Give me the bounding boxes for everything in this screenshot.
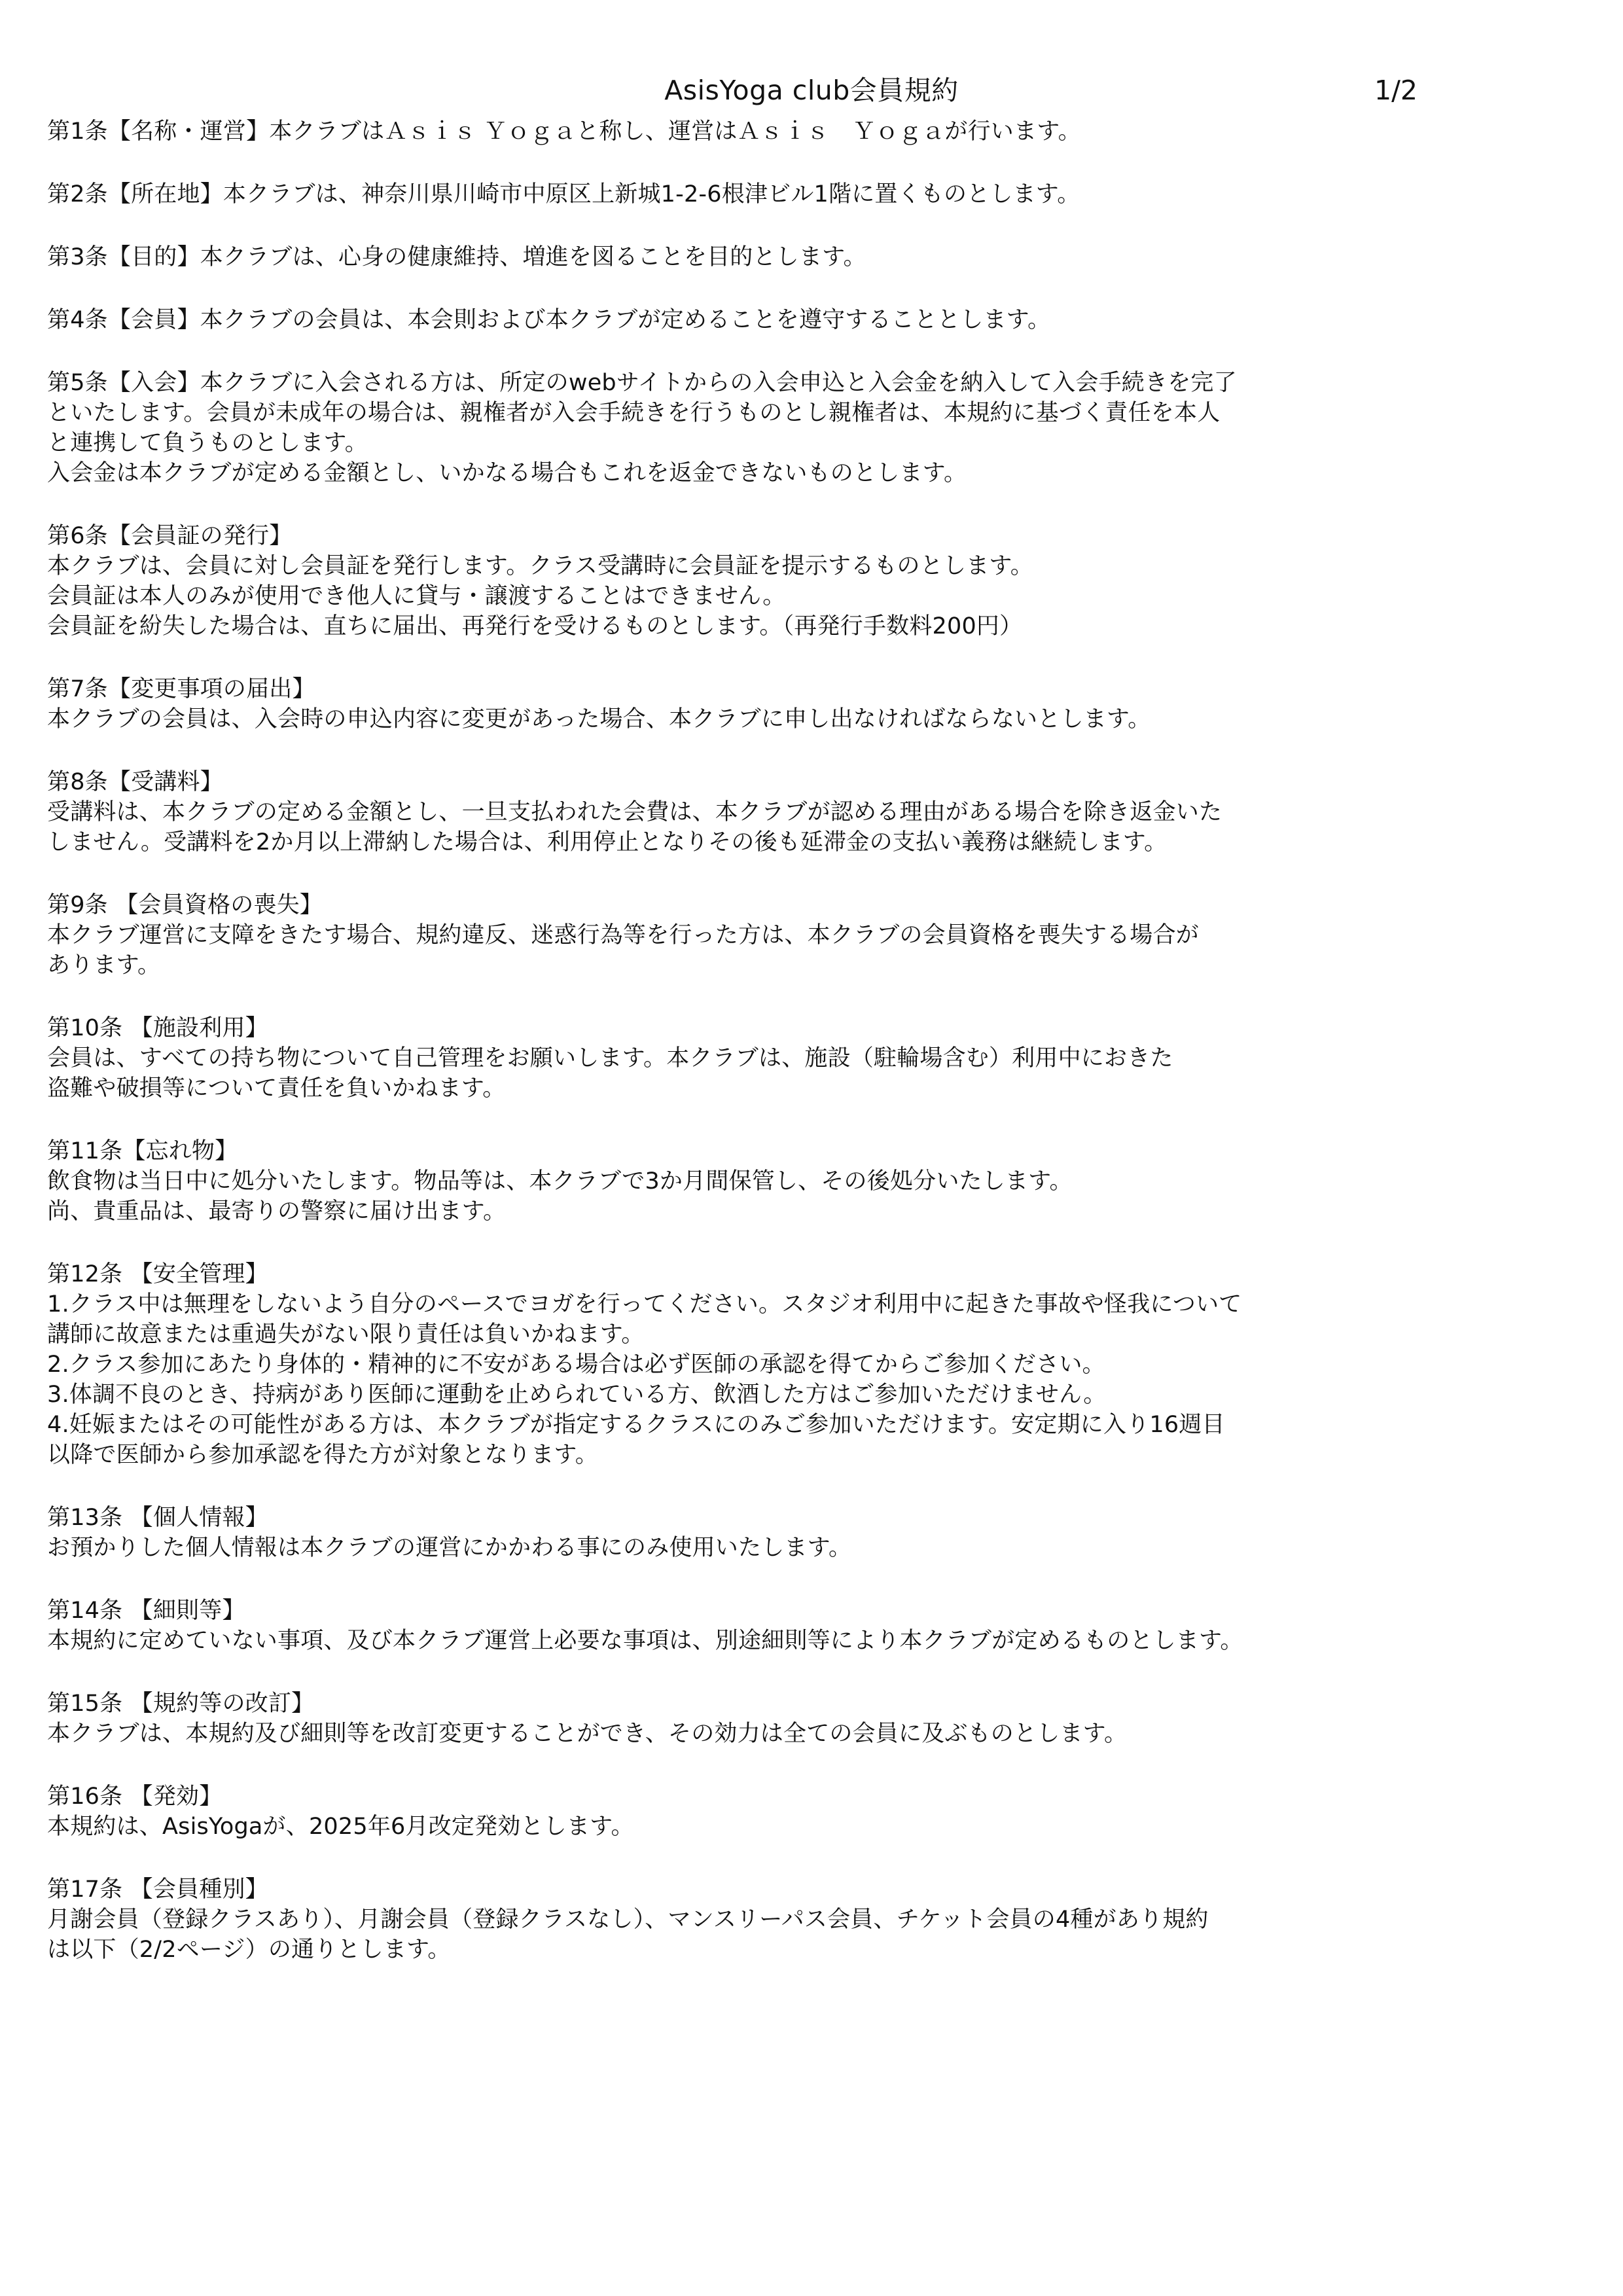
- article-1: [47, 117, 1474, 147]
- article-heading-line: 第16条 【発効】: [47, 1784, 223, 1810]
- document-header: [0, 71, 1623, 110]
- article-5: [47, 368, 1474, 488]
- article-7: [47, 674, 1474, 734]
- article-heading-line: 第8条【受講料】: [47, 769, 223, 795]
- article-heading-line: 第13条 【個人情報】: [47, 1505, 268, 1531]
- article-13: [47, 1503, 1474, 1563]
- article-3: [47, 242, 1474, 272]
- page-number: 1/2: [1374, 75, 1418, 106]
- article-text-line: 本クラブは、本規約及び細則等を改訂変更することができ、その効力は全ての会員に及ぶものとします。: [47, 1721, 1128, 1747]
- article-15: [47, 1689, 1474, 1749]
- article-heading-line: 第5条【入会】本クラブに入会される方は、所定のwebサイトからの入会申込と入会金を納入して入会手続きを完了: [47, 370, 1237, 396]
- article-text-line: 2.クラス参加にあたり身体的・精神的に不安がある場合は必ず医師の承認を得てからご参加ください。: [47, 1352, 1105, 1378]
- article-text-line: お預かりした個人情報は本クラブの運営にかかわる事にのみ使用いたします。: [47, 1535, 852, 1561]
- article-10: [47, 1013, 1474, 1103]
- articles-body: [47, 117, 1474, 1998]
- document-title: AsisYoga club会員規約: [664, 75, 959, 106]
- article-heading-line: 第2条【所在地】本クラブは、神奈川県川崎市中原区上新城1-2-6根津ビル1階に置くものとします。: [47, 181, 1080, 207]
- article-text-line: 1.クラス中は無理をしないよう自分のペースでヨガを行ってください。スタジオ利用中に起きた事故や怪我について: [47, 1291, 1242, 1318]
- article-heading-line: 第10条 【施設利用】: [47, 1015, 268, 1041]
- article-6: [47, 521, 1474, 641]
- article-text-line: 飲食物は当日中に処分いたします。物品等は、本クラブで3か月間保管し、その後処分いたします。: [47, 1168, 1073, 1194]
- article-text-line: 会員証を紛失した場合は、直ちに届出、再発行を受けるものとします。（再発行手数料200円）: [47, 613, 1023, 639]
- article-text-line: といたします。会員が未成年の場合は、親権者が入会手続きを行うものとし親権者は、本規約に基づく責任を本人: [47, 400, 1221, 426]
- article-heading-line: 第3条【目的】本クラブは、心身の健康維持、増進を図ることを目的とします。: [47, 244, 866, 270]
- article-heading-line: 第6条【会員証の発行】: [47, 523, 293, 549]
- article-heading-line: 第11条【忘れ物】: [47, 1138, 238, 1164]
- article-17: [47, 1874, 1474, 1965]
- article-text-line: 尚、貴重品は、最寄りの警察に届け出ます。: [47, 1198, 507, 1225]
- article-16: [47, 1782, 1474, 1842]
- article-text-line: 3.体調不良のとき、持病があり医師に運動を止められている方、飲酒した方はご参加いただけません。: [47, 1382, 1107, 1408]
- article-text-line: 講師に故意または重過失がない限り責任は負いかねます。: [47, 1321, 645, 1348]
- article-text-line: 受講料は、本クラブの定める金額とし、一旦支払われた会費は、本クラブが認める理由がある場合を除き返金いた: [47, 799, 1222, 825]
- article-8: [47, 767, 1474, 857]
- article-text-line: 会員は、すべての持ち物について自己管理をお願いします。本クラブは、施設（駐輪場含む）利用中におきた: [47, 1045, 1173, 1071]
- article-text-line: と連携して負うものとします。: [47, 430, 368, 456]
- article-text-line: 本クラブの会員は、入会時の申込内容に変更があった場合、本クラブに申し出なければならないとします。: [47, 706, 1151, 732]
- article-heading-line: 第14条 【細則等】: [47, 1598, 245, 1624]
- article-heading-line: 第17条 【会員種別】: [47, 1876, 268, 1903]
- article-text-line: 本クラブ運営に支障をきたす場合、規約違反、迷惑行為等を行った方は、本クラブの会員資格を喪失する場合が: [47, 922, 1200, 948]
- article-text-line: 会員証は本人のみが使用でき他人に貸与・譲渡することはできません。: [47, 583, 786, 609]
- article-text-line: 本クラブは、会員に対し会員証を発行します。クラス受講時に会員証を提示するものとします。: [47, 553, 1033, 579]
- article-text-line: 入会金は本クラブが定める金額とし、いかなる場合もこれを返金できないものとします。: [47, 460, 967, 486]
- article-heading-line: 第9条 【会員資格の喪失】: [47, 892, 323, 918]
- article-text-line: 本規約に定めていない事項、及び本クラブ運営上必要な事項は、別途細則等により本クラブが定めるものとします。: [47, 1628, 1243, 1654]
- article-14: [47, 1596, 1474, 1656]
- article-11: [47, 1136, 1474, 1227]
- article-heading-line: 第15条 【規約等の改訂】: [47, 1691, 315, 1717]
- article-text-line: 4.妊娠またはその可能性がある方は、本クラブが指定するクラスにのみご参加いただけます。安定期に入り16週目: [47, 1412, 1225, 1438]
- article-text-line: は以下（2/2ページ）の通りとします。: [47, 1937, 451, 1963]
- article-text-line: 盗難や破損等について責任を負いかねます。: [47, 1075, 506, 1102]
- article-text-line: しません。受講料を2か月以上滞納した場合は、利用停止となりその後も延滞金の支払い義務は継続します。: [47, 829, 1168, 855]
- article-heading-line: 第7条【変更事項の届出】: [47, 676, 315, 702]
- article-9: [47, 890, 1474, 980]
- article-text-line: あります。: [47, 952, 161, 978]
- article-12: [47, 1259, 1474, 1470]
- article-heading-line: 第12条 【安全管理】: [47, 1261, 268, 1287]
- article-text-line: 月謝会員（登録クラスあり）、月謝会員（登録クラスなし）、マンスリーパス会員、チケット会員の4種があり規約: [47, 1907, 1209, 1933]
- article-4: [47, 305, 1474, 335]
- article-text-line: 以降で医師から参加承認を得た方が対象となります。: [47, 1442, 599, 1468]
- article-heading-line: 第1条【名称・運営】本クラブはＡｓｉｓ Ｙｏｇａと称し、運営はＡｓｉｓ Ｙｏｇａが行います。: [47, 118, 1081, 145]
- article-2: [47, 179, 1474, 209]
- article-text-line: 本規約は、AsisYogaが、2025年6月改定発効とします。: [47, 1814, 634, 1840]
- article-heading-line: 第4条【会員】本クラブの会員は、本会則および本クラブが定めることを遵守することとします。: [47, 307, 1051, 333]
